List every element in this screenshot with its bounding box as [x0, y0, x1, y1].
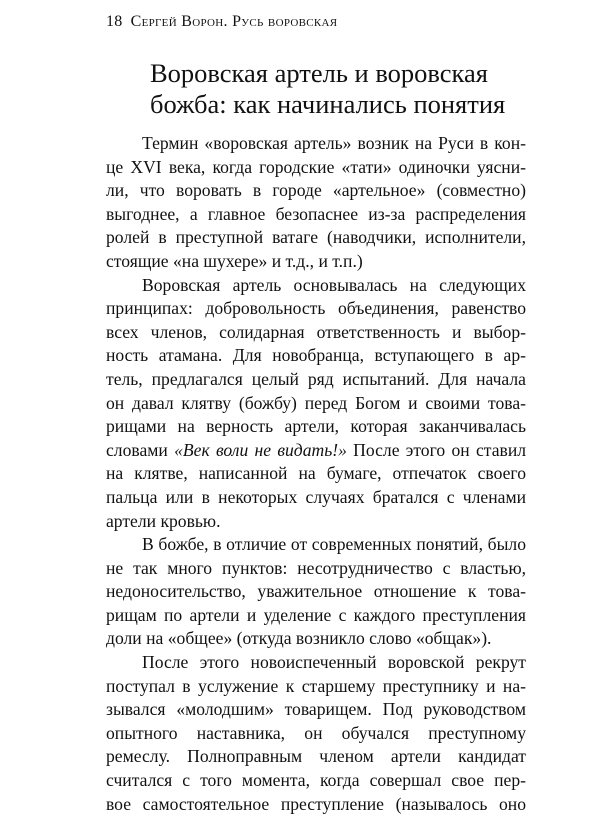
text-line-with-quote	[106, 439, 526, 463]
text-line: поступал в услужение к старшему преступнику и на-	[106, 675, 526, 696]
text-line: Термин «воровская артель» возник на Руси в кон-	[142, 133, 526, 153]
italic-quote: «Век воли не видать!»	[174, 439, 347, 460]
text-line: рищами на верность артели, которая заканчивалась	[106, 416, 526, 437]
text-line: зывался «молодшим» товарищем. Под руководством	[106, 699, 526, 720]
text-line: артели кровью.	[106, 510, 221, 531]
quote-line-before: словами	[106, 439, 175, 460]
text-line: не так много пунктов: несотрудничество с властью,	[106, 557, 526, 578]
page-number: 18	[106, 13, 123, 30]
text-line: принципах: добровольность объединения, равенство	[106, 298, 526, 319]
running-head	[106, 13, 337, 31]
text-line: Воровская артель основывалась на следующих	[142, 274, 526, 295]
text-line: пальца или в некоторых случаях братался с членами	[106, 486, 526, 507]
text-line: ремеслу. Полноправным членом артели кандидат	[106, 746, 526, 767]
text-line: ли, что воровать в городе «артельное» (совместно)	[106, 180, 526, 201]
text-line: доли на «общее» (откуда возникло слово «общак»).	[106, 628, 492, 649]
text-line: считался с того момента, когда совершал свое пер-	[106, 770, 526, 791]
text-line: он давал клятву (божбу) перед Богом и своими това-	[106, 392, 526, 413]
text-line: опытного наставника, он обучался преступному	[106, 722, 526, 743]
chapter-title-line-2: божба: как начинались понятия	[150, 89, 506, 119]
chapter-title	[150, 58, 505, 120]
text-line: ролей в преступной ватаге (наводчики, исполнители,	[106, 227, 526, 248]
text-line: всех членов, солидарная ответственность и выбор-	[106, 321, 526, 342]
quote-line-after: После этого он ставил	[346, 439, 527, 460]
text-line: стоящие «на шухере» и т.д., и т.п.)	[106, 250, 363, 271]
text-line: тель, предлагался целый ряд испытаний. Для начала	[106, 368, 526, 389]
text-line: После этого новоиспеченный воровской рекрут	[142, 652, 526, 673]
text-line: недоносительство, уважительное отношение к това-	[106, 581, 526, 602]
text-line: це XVI века, когда городские «тати» одиночки уясни-	[106, 156, 526, 177]
text-line: вое самостоятельное преступление (называлось оно	[106, 793, 526, 814]
body-text	[106, 132, 526, 816]
text-line: на клятве, написанной на бумаге, отпечаток своего	[106, 463, 526, 484]
chapter-title-line-1: Воровская артель и воровская	[150, 58, 488, 88]
running-title: Сергей Ворон. Русь воровская	[130, 13, 338, 30]
text-line: ность атамана. Для новобранца, вступающего в ар-	[106, 345, 526, 366]
text-line: выгоднее, а главное безопаснее из-за распределения	[106, 203, 526, 224]
text-line: рищам по артели и уделение с каждого преступления	[106, 604, 526, 625]
text-line: В божбе, в отличие от современных понятий, было	[142, 534, 526, 555]
